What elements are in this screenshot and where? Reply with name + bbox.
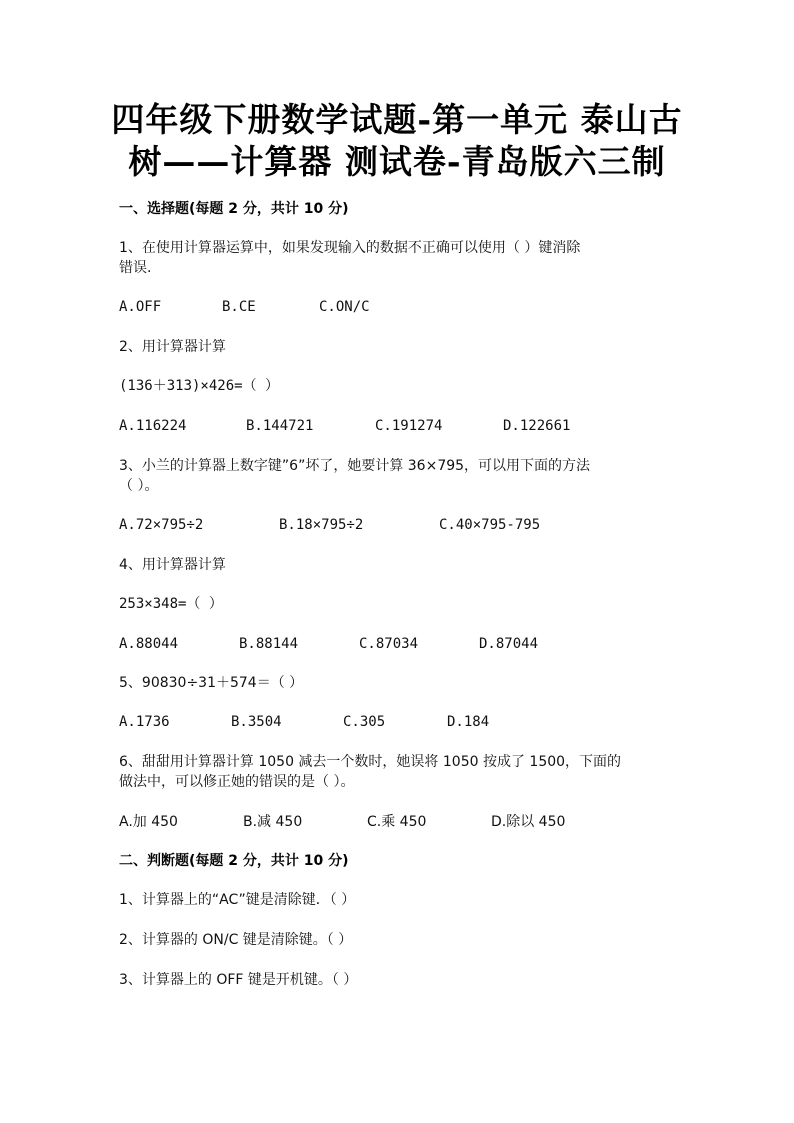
question-2-text: 2、用计算器计算: [119, 339, 226, 355]
question-6-option-b: B.减 450: [243, 814, 303, 830]
question-3-text: 3、小兰的计算器上数字键”6”坏了，她要计算 36×795，可以用下面的方法: [119, 458, 591, 474]
question-6-option-d: D.除以 450: [491, 814, 566, 830]
title-line-2: 树——计算器 测试卷-青岛版六三制: [128, 142, 666, 181]
question-4-expression: 253×348=（ ）: [119, 596, 223, 612]
question-2-option-a: A.116224: [119, 418, 187, 434]
question-6-option-a: A.加 450: [119, 814, 178, 830]
question-4-option-b: B.88144: [239, 636, 299, 652]
question-5-option-a: A.1736: [119, 714, 170, 730]
question-5-option-c: C.305: [343, 714, 386, 730]
judgement-item-2: 2、计算器的 ON/C 键是清除键。（ ）: [119, 932, 353, 948]
question-6-option-c: C.乘 450: [367, 814, 427, 830]
question-5-option-d: D.184: [447, 714, 490, 730]
question-2-option-b: B.144721: [246, 418, 314, 434]
question-2-option-c: C.191274: [375, 418, 443, 434]
question-1-option-c: C.ON/C: [319, 299, 370, 315]
question-3-option-b: B.18×795÷2: [279, 517, 364, 533]
question-5-text: 5、90830÷31＋574＝（ ）: [119, 675, 304, 691]
judgement-item-3: 3、计算器上的 OFF 键是开机键。（ ）: [119, 972, 358, 988]
section-heading-judgement: 二、判断题(每题 2 分，共计 10 分): [119, 853, 349, 869]
question-1-option-a: A.OFF: [119, 299, 162, 315]
question-3-option-c: C.40×795-795: [439, 517, 541, 533]
question-1-option-b: B.CE: [222, 299, 256, 315]
question-2-option-d: D.122661: [503, 418, 571, 434]
question-2-expression: (136＋313)×426=（ ）: [119, 378, 280, 394]
question-1-text-cont: 错误.: [119, 260, 152, 276]
question-5-option-b: B.3504: [231, 714, 282, 730]
question-6-text: 6、甜甜用计算器计算 1050 减去一个数时，她误将 1050 按成了 1500，下面的: [119, 754, 622, 770]
question-3-text-cont: （ ）。: [119, 478, 159, 494]
title-line-1: 四年级下册数学试题-第一单元 泰山古: [111, 100, 683, 139]
question-4-option-c: C.87034: [359, 636, 419, 652]
question-4-option-d: D.87044: [479, 636, 539, 652]
judgement-item-1: 1、计算器上的“AC”键是清除键．（ ）: [119, 892, 356, 908]
question-6-text-cont: 做法中，可以修正她的错误的是（ ）。: [119, 774, 355, 790]
question-4-text: 4、用计算器计算: [119, 557, 226, 573]
question-4-option-a: A.88044: [119, 636, 179, 652]
question-1-text: 1、在使用计算器运算中，如果发现输入的数据不正确可以使用（ ）键消除: [119, 240, 581, 256]
question-3-option-a: A.72×795÷2: [119, 517, 204, 533]
section-heading-choice: 一、选择题(每题 2 分，共计 10 分): [119, 201, 349, 217]
